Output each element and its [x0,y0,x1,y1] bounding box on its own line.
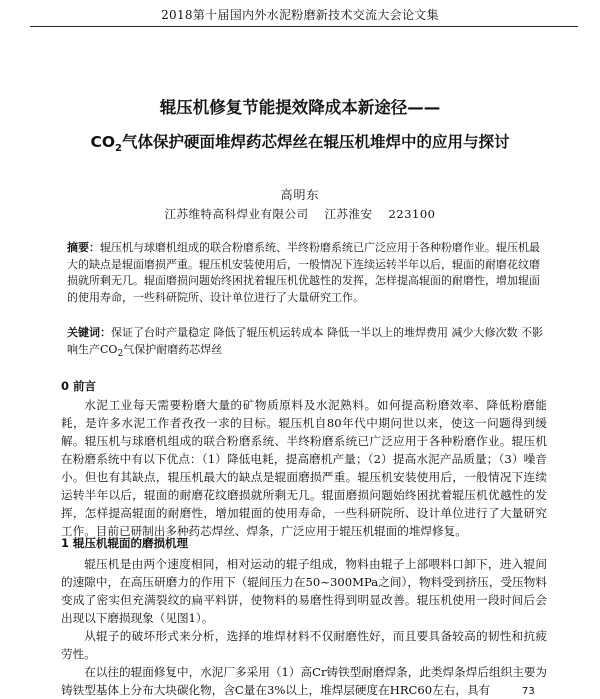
paper-title-line-2 [0,130,600,154]
affiliation-company: 江苏维特高科焊业有限公司 [164,207,309,221]
section-heading-preface: 0 前言 [61,379,97,393]
keywords-label: 关键词： [67,326,111,339]
affiliation-location: 江苏淮安 [324,207,373,221]
wear-paragraph-3: 在以往的辊面修复中，水泥厂多采用（1）高Cr铸铁型耐磨焊条，此类焊条焊后组织主要为铸铁型基体上分布大块碳化物，含C量在3%以上，堆焊层硬度在HRC60左右，具有 [61,665,547,697]
abstract [67,240,545,306]
title-co-subscript: 2 [115,143,122,155]
running-header: 2018第十届国内外水泥粉磨新技术交流大会论文集 [161,8,439,22]
title-co-prefix: CO [90,133,116,151]
page-number: 73 [522,686,535,697]
author-affiliation [0,206,600,222]
keywords [67,325,545,362]
affiliation-postcode: 223100 [388,207,436,221]
author-name: 高明东 [280,188,320,202]
keywords-text-end: 气保护耐磨药芯焊丝 [123,342,223,356]
wear-paragraph-2: 从辊子的破坏形式来分析，选择的堆焊材料不仅耐磨性好，而且要具备较高的韧性和抗疲劳性。 [61,629,547,661]
keywords-text: 保证了台时产量稳定 降低了辊压机运转成本 降低一半以上的堆焊费用 减少大修次数 不影响生产CO [67,326,543,356]
header-divider [30,26,578,27]
keywords-subscript: 2 [117,347,124,359]
abstract-text: 辊压机与球磨机组成的联合粉磨系统、半终粉磨系统已广泛应用于各种粉磨作业。辊压机最大的缺点是辊面磨损严重。辊压机安装使用后，一般情况下连续运转半年以后，辊面的耐磨花纹磨损就所剩无几。辊面磨损问题始终困扰着辊压机优越性的发挥，怎样提高辊面的耐磨性，增加辊面的使用寿命，一些科研院所、设计单位进行了大量研究工作。 [67,241,540,304]
section-heading-wear-mechanism: 1 辊压机辊面的磨损机理 [61,536,189,550]
wear-paragraph-1: 辊压机是由两个速度相同，相对运动的辊子组成，物料由辊子上部喂料口卸下，进入辊间的速隙中，在高压研磨力的作用下（辊间压力在50~300MPa之间），物料受到挤压，受压物料变成了密实但充满裂纹的扁平料饼，使物料的易磨性得到明显改善。辊压机使用一段时间后会出现以下磨损现象（见图1）。 [61,557,547,625]
paper-title-line-1: 辊压机修复节能提效降成本新途径—— [159,98,441,117]
abstract-label: 摘要： [67,241,100,254]
title-line-2-rest: 气体保护硬面堆焊药芯焊丝在辊压机堆焊中的应用与探讨 [122,133,510,151]
preface-paragraph: 水泥工业每天需要粉磨大量的矿物质原料及水泥熟料。如何提高粉磨效率、降低粉磨能耗，是许多水泥工作者孜孜一求的目标。辊压机自80年代中期问世以来，使这一问题得到缓解。辊压机与球磨机组成的联合粉磨系统、半终粉磨系统已广泛应用于各种粉磨作业。辊压机在粉磨系统中有以下优点：（1）降低电耗，提高磨机产量；（2）提高水泥产品质量；（3）噪音小。但也有其缺点，辊压机最大的缺点是辊面磨损严重。辊压机安装使用后，一般情况下连续运转半年以后，辊面的耐磨花纹磨损就所剩无几。辊面磨损问题始终困扰着辊压机优越性的发挥，怎样提高辊面的耐磨性，增加辊面的使用寿命，一些科研院所、设计单位进行了大量研究工作。目前已研制出多种药芯焊丝、焊条，广泛应用于辊压机辊面的堆焊修复。 [61,398,547,538]
